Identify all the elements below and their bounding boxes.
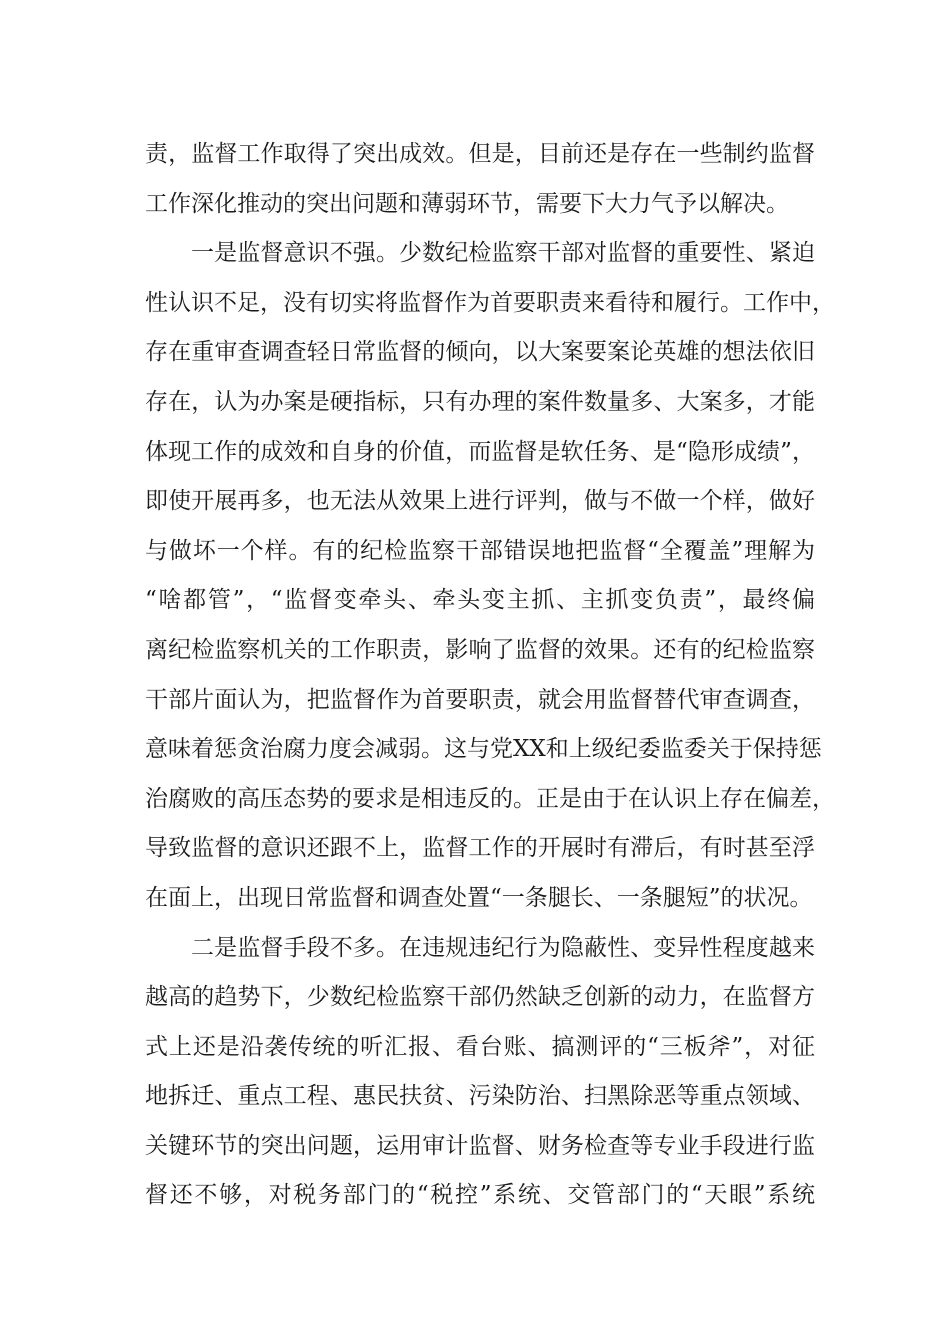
text-line: 式上还是沿袭传统的听汇报、看台账、搞测评的“三板斧”，对征 xyxy=(145,1033,815,1060)
text-line: 在面上，出现日常监督和调查处置“一条腿长、一条腿短”的状况。 xyxy=(145,884,813,911)
text-line: 即使开展再多，也无法从效果上进行评判，做与不做一个样，做好 xyxy=(145,488,815,515)
text-line: 离纪检监察机关的工作职责，影响了监督的效果。还有的纪检监察 xyxy=(145,636,815,663)
text-line: 关键环节的突出问题，运用审计监督、财务检查等专业手段进行监 xyxy=(145,1132,815,1159)
text-line: 工作深化推动的突出问题和薄弱环节，需要下大力气予以解决。 xyxy=(145,190,789,217)
text-line: 性认识不足，没有切实将监督作为首要职责来看待和履行。工作中， xyxy=(145,289,835,316)
paragraph-start-line: 二是监督手段不多。在违规违纪行为隐蔽性、变异性程度越来 xyxy=(191,934,815,961)
text-line: 存在重审查调查轻日常监督的倾向，以大案要案论英雄的想法依旧 xyxy=(145,339,815,366)
text-line: 治腐败的高压态势的要求是相违反的。正是由于在认识上存在偏差， xyxy=(145,785,835,812)
document-body xyxy=(145,130,835,1221)
text-line: 地拆迁、重点工程、惠民扶贫、污染防治、扫黑除恶等重点领域、 xyxy=(145,1083,815,1110)
text-line: 越高的趋势下，少数纪检监察干部仍然缺乏创新的动力，在监督方 xyxy=(145,984,815,1011)
paragraph-start-line: 一是监督意识不强。少数纪检监察干部对监督的重要性、紧迫 xyxy=(191,240,815,267)
text-line: 体现工作的成效和自身的价值，而监督是软任务、是“隐形成绩”， xyxy=(145,438,815,465)
text-line: 意味着惩贪治腐力度会减弱。这与党XX和上级纪委监委关于保持惩 xyxy=(145,736,822,763)
text-line: “啥都管”，“监督变牵头、牵头变主抓、主抓变负责”，最终偏 xyxy=(145,587,815,614)
text-line: 导致监督的意识还跟不上，监督工作的开展时有滞后，有时甚至浮 xyxy=(145,835,815,862)
text-line: 督还不够，对税务部门的“税控”系统、交管部门的“天眼”系统 xyxy=(145,1182,815,1209)
text-line: 存在，认为办案是硬指标，只有办理的案件数量多、大案多，才能 xyxy=(145,388,815,415)
text-line: 干部片面认为，把监督作为首要职责，就会用监督替代审查调查， xyxy=(145,686,815,713)
text-line: 与做坏一个样。有的纪检监察干部错误地把监督“全覆盖”理解为 xyxy=(145,537,815,564)
text-line: 责，监督工作取得了突出成效。但是，目前还是存在一些制约监督 xyxy=(145,141,815,167)
